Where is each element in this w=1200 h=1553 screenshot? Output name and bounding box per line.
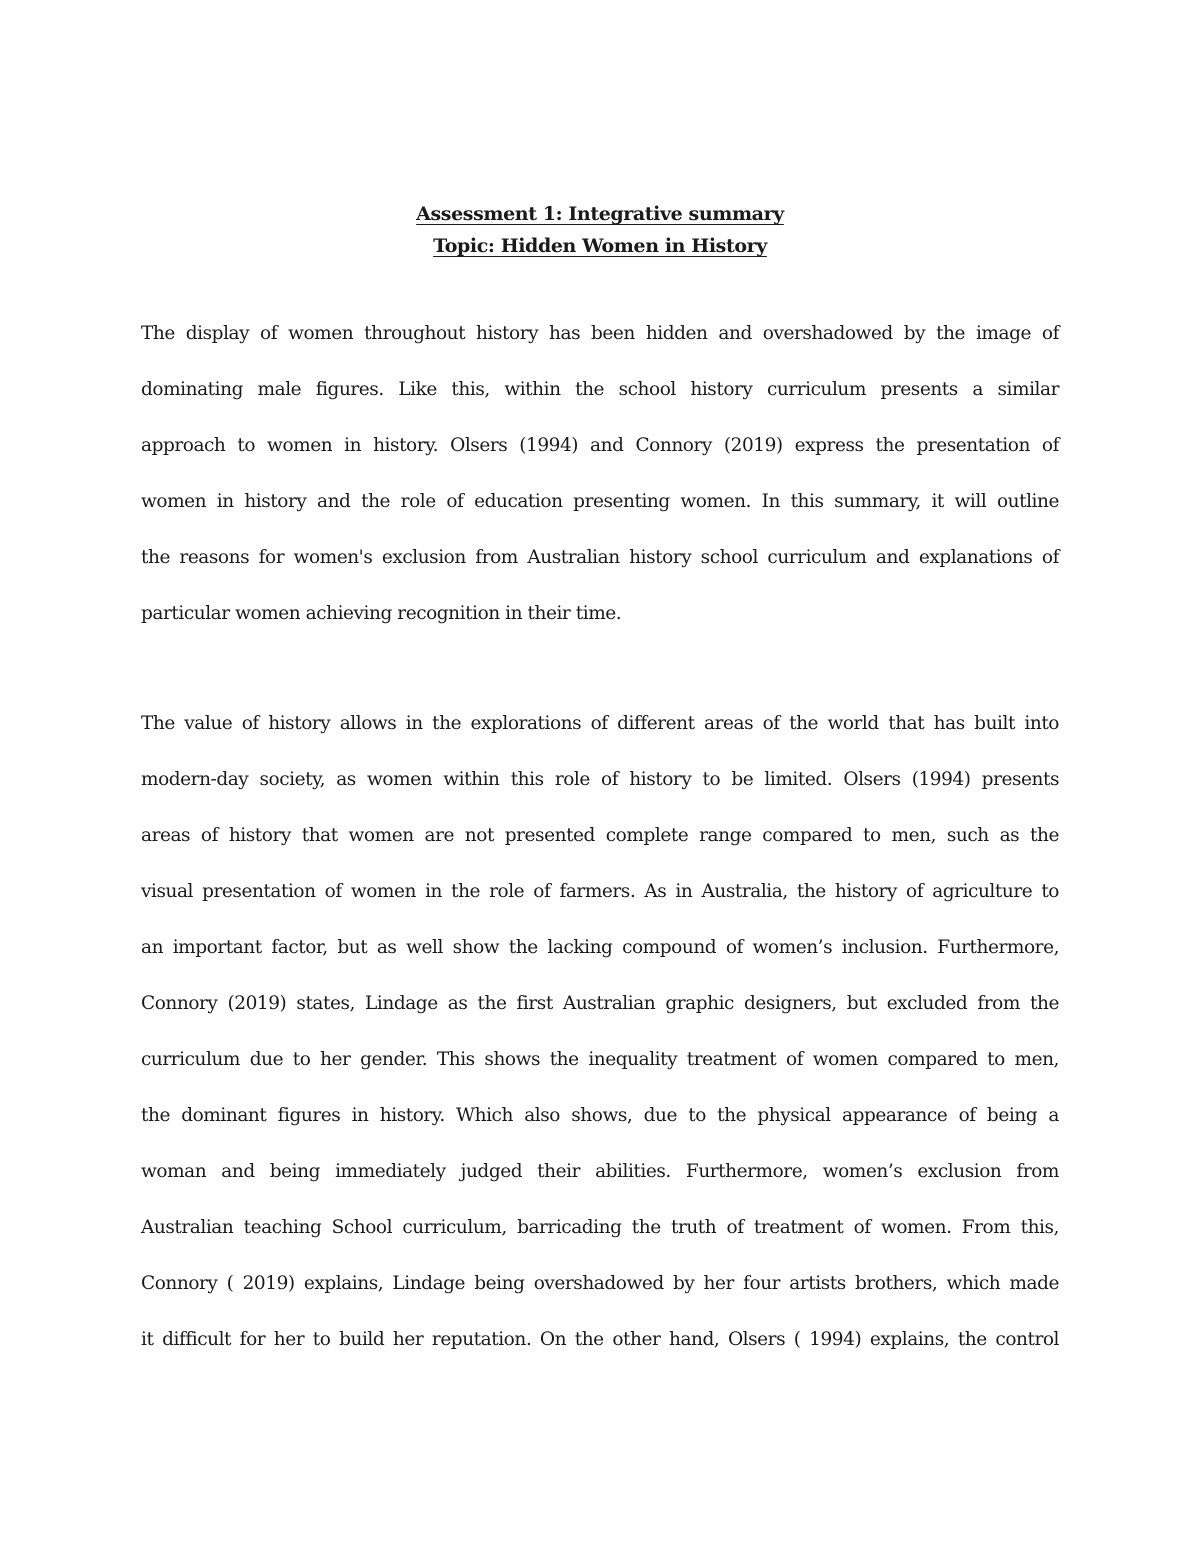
text-line: woman and being immediately judged their abilities. Furthermore, women’s exclusion from — [141, 1161, 1059, 1182]
text-line: The value of history allows in the explorations of different areas of the world that has built into — [141, 713, 1059, 734]
text-line: particular women achieving recognition in their time. — [141, 603, 622, 624]
text-line: Australian teaching School curriculum, barricading the truth of treatment of women. From this, — [141, 1217, 1059, 1238]
paragraph-intro — [141, 306, 1059, 642]
text-line: it difficult for her to build her reputation. On the other hand, Olsers ( 1994) explains, the control — [141, 1329, 1059, 1350]
paragraph-body — [141, 696, 1059, 1368]
text-line: the reasons for women's exclusion from Australian history school curriculum and explanations of — [141, 547, 1059, 568]
text-line: visual presentation of women in the role of farmers. As in Australia, the history of agriculture to — [141, 881, 1059, 902]
text-line: approach to women in history. Olsers (1994) and Connory (2019) express the presentation of — [141, 435, 1059, 456]
text-line: curriculum due to her gender. This shows the inequality treatment of women compared to men, — [141, 1049, 1059, 1070]
text-line: modern-day society, as women within this role of history to be limited. Olsers (1994) presents — [141, 769, 1059, 790]
document-title: Assessment 1: Integrative summary — [416, 203, 784, 225]
document-topic: Topic: Hidden Women in History — [433, 235, 767, 257]
text-line: an important factor, but as well show the lacking compound of women’s inclusion. Furthermore, — [141, 937, 1059, 958]
text-line: the dominant figures in history. Which also shows, due to the physical appearance of being a — [141, 1105, 1059, 1126]
text-line: areas of history that women are not presented complete range compared to men, such as the — [141, 825, 1059, 846]
text-line: women in history and the role of education presenting women. In this summary, it will outline — [141, 491, 1059, 512]
text-line: Connory ( 2019) explains, Lindage being overshadowed by her four artists brothers, which made — [141, 1273, 1059, 1294]
text-line: Connory (2019) states, Lindage as the first Australian graphic designers, but excluded from the — [141, 993, 1059, 1014]
text-line: dominating male figures. Like this, within the school history curriculum presents a similar — [141, 379, 1059, 400]
text-line: The display of women throughout history has been hidden and overshadowed by the image of — [141, 323, 1059, 344]
title-block — [0, 198, 1200, 262]
